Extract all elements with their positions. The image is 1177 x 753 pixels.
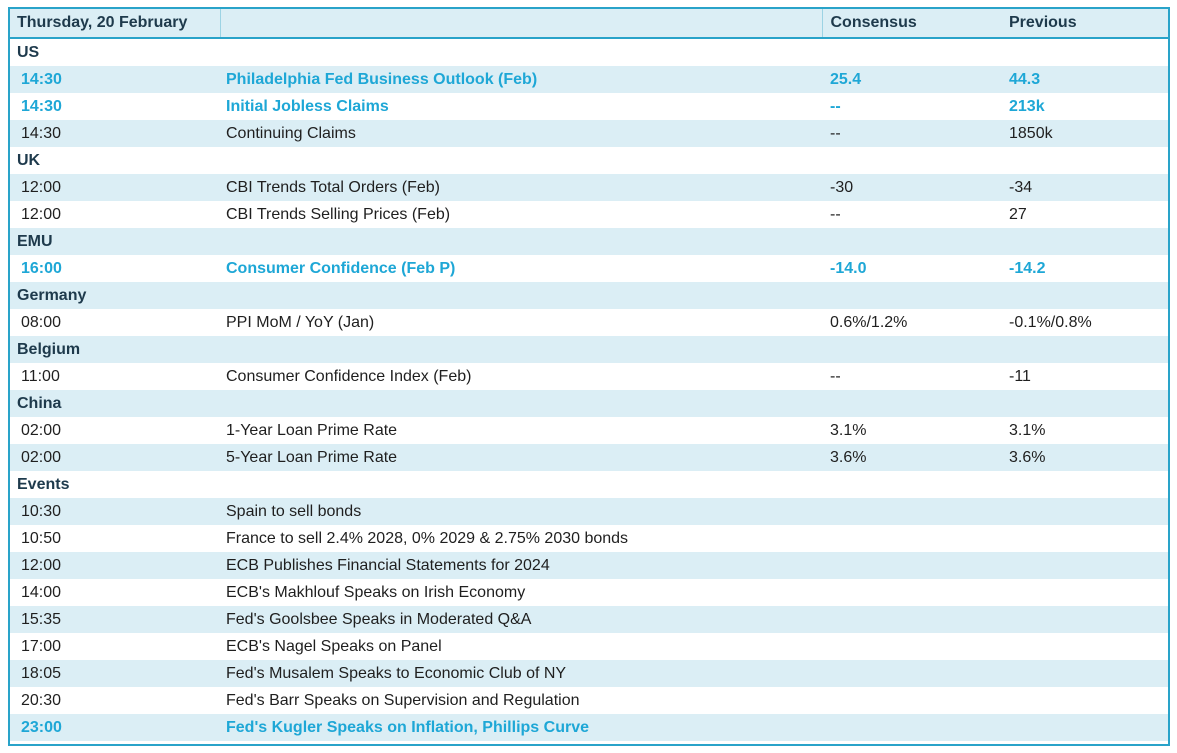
event-row	[10, 174, 1168, 201]
event-time: 14:00	[21, 583, 62, 601]
header-event	[220, 9, 822, 38]
event-previous: -0.1%/0.8%	[1009, 313, 1092, 331]
event-previous	[997, 714, 1168, 741]
event-name: Consumer Confidence Index (Feb)	[226, 367, 472, 385]
event-consensus	[822, 714, 997, 741]
event-name: Spain to sell bonds	[220, 498, 822, 525]
event-consensus	[822, 687, 997, 714]
event-row	[10, 660, 1168, 687]
event-consensus	[822, 498, 997, 525]
event-time: 12:00	[10, 174, 220, 201]
event-consensus	[822, 579, 997, 606]
event-previous: 213k	[1009, 97, 1045, 115]
event-previous	[997, 552, 1168, 579]
event-previous	[997, 660, 1168, 687]
event-consensus	[822, 552, 997, 579]
event-time: 14:30	[21, 97, 62, 115]
event-name: ECB's Nagel Speaks on Panel	[226, 637, 442, 655]
event-consensus: 0.6%/1.2%	[830, 313, 908, 331]
event-previous	[997, 525, 1168, 552]
section-label: Belgium	[10, 336, 1168, 363]
event-previous: 27	[1009, 205, 1027, 223]
header-date: Thursday, 20 February	[10, 9, 220, 38]
section-row	[10, 147, 1168, 174]
event-time: 15:35	[10, 606, 220, 633]
event-name: France to sell 2.4% 2028, 0% 2029 & 2.75% 2030 bonds	[226, 529, 629, 547]
header-previous: Previous	[997, 9, 1168, 38]
economic-calendar-table	[8, 7, 1170, 746]
event-row	[10, 201, 1168, 228]
event-name: ECB Publishes Financial Statements for 2024	[220, 552, 822, 579]
event-row	[10, 498, 1168, 525]
event-name: ECB's Makhlouf Speaks on Irish Economy	[226, 583, 526, 601]
event-consensus: --	[830, 367, 841, 385]
event-time: 11:00	[21, 367, 60, 385]
event-row	[10, 309, 1168, 336]
event-consensus: -30	[822, 174, 997, 201]
event-name: Continuing Claims	[220, 120, 822, 147]
event-previous	[997, 633, 1168, 660]
event-time: 10:50	[21, 529, 62, 547]
event-consensus: --	[830, 97, 841, 115]
section-row	[10, 390, 1168, 417]
event-previous	[997, 579, 1168, 606]
section-row	[10, 38, 1168, 66]
calendar-body	[10, 38, 1168, 741]
event-time: 17:00	[21, 637, 62, 655]
event-time: 12:00	[10, 552, 220, 579]
section-label: China	[10, 390, 1168, 417]
event-row	[10, 714, 1168, 741]
event-previous: 3.6%	[997, 444, 1168, 471]
section-row	[10, 471, 1168, 498]
section-label: EMU	[10, 228, 1168, 255]
event-name: Consumer Confidence (Feb P)	[226, 259, 456, 277]
event-consensus	[822, 525, 997, 552]
event-time: 14:30	[10, 66, 220, 93]
event-consensus: 3.1%	[830, 421, 867, 439]
event-time: 14:30	[10, 120, 220, 147]
event-row	[10, 417, 1168, 444]
event-consensus: 25.4	[822, 66, 997, 93]
event-consensus: --	[830, 205, 841, 223]
section-row	[10, 282, 1168, 309]
event-row	[10, 120, 1168, 147]
event-row	[10, 66, 1168, 93]
event-row	[10, 255, 1168, 282]
event-consensus	[822, 633, 997, 660]
event-row	[10, 579, 1168, 606]
event-time: 12:00	[21, 205, 62, 223]
event-previous: 1850k	[997, 120, 1168, 147]
event-name: Philadelphia Fed Business Outlook (Feb)	[220, 66, 822, 93]
section-label: US	[17, 43, 40, 61]
event-previous: -14.2	[1009, 259, 1046, 277]
event-previous	[997, 687, 1168, 714]
event-time: 10:30	[10, 498, 220, 525]
section-row	[10, 228, 1168, 255]
event-name: PPI MoM / YoY (Jan)	[226, 313, 375, 331]
event-previous: -34	[997, 174, 1168, 201]
event-row	[10, 444, 1168, 471]
event-name: CBI Trends Selling Prices (Feb)	[226, 205, 451, 223]
event-time: 23:00	[10, 714, 220, 741]
header-consensus: Consensus	[822, 9, 997, 38]
event-time: 08:00	[21, 313, 62, 331]
event-previous: 44.3	[997, 66, 1168, 93]
event-row	[10, 606, 1168, 633]
event-previous	[997, 606, 1168, 633]
event-consensus	[822, 606, 997, 633]
event-previous: 3.1%	[1009, 421, 1046, 439]
event-consensus: 3.6%	[822, 444, 997, 471]
calendar-grid	[10, 9, 1168, 741]
event-name: 5-Year Loan Prime Rate	[220, 444, 822, 471]
header-row	[10, 9, 1168, 38]
event-consensus: --	[822, 120, 997, 147]
section-row	[10, 336, 1168, 363]
event-consensus: -14.0	[830, 259, 867, 277]
event-name: Fed's Goolsbee Speaks in Moderated Q&A	[220, 606, 822, 633]
event-row	[10, 363, 1168, 390]
event-time: 02:00	[10, 444, 220, 471]
event-time: 18:05	[10, 660, 220, 687]
event-previous: -11	[1009, 367, 1031, 385]
event-row	[10, 687, 1168, 714]
event-time: 16:00	[21, 259, 62, 277]
event-name: Initial Jobless Claims	[226, 97, 389, 115]
event-name: Fed's Musalem Speaks to Economic Club of NY	[220, 660, 822, 687]
event-previous	[997, 498, 1168, 525]
section-label: Events	[17, 475, 70, 493]
event-consensus	[822, 660, 997, 687]
event-time: 20:30	[21, 691, 62, 709]
event-row	[10, 93, 1168, 120]
section-label: Germany	[10, 282, 1168, 309]
event-name: 1-Year Loan Prime Rate	[226, 421, 398, 439]
event-time: 02:00	[21, 421, 62, 439]
event-name: Fed's Kugler Speaks on Inflation, Phillips Curve	[220, 714, 822, 741]
event-name: Fed's Barr Speaks on Supervision and Regulation	[226, 691, 580, 709]
event-row	[10, 552, 1168, 579]
event-row	[10, 633, 1168, 660]
event-row	[10, 525, 1168, 552]
event-name: CBI Trends Total Orders (Feb)	[220, 174, 822, 201]
section-label: UK	[17, 151, 41, 169]
